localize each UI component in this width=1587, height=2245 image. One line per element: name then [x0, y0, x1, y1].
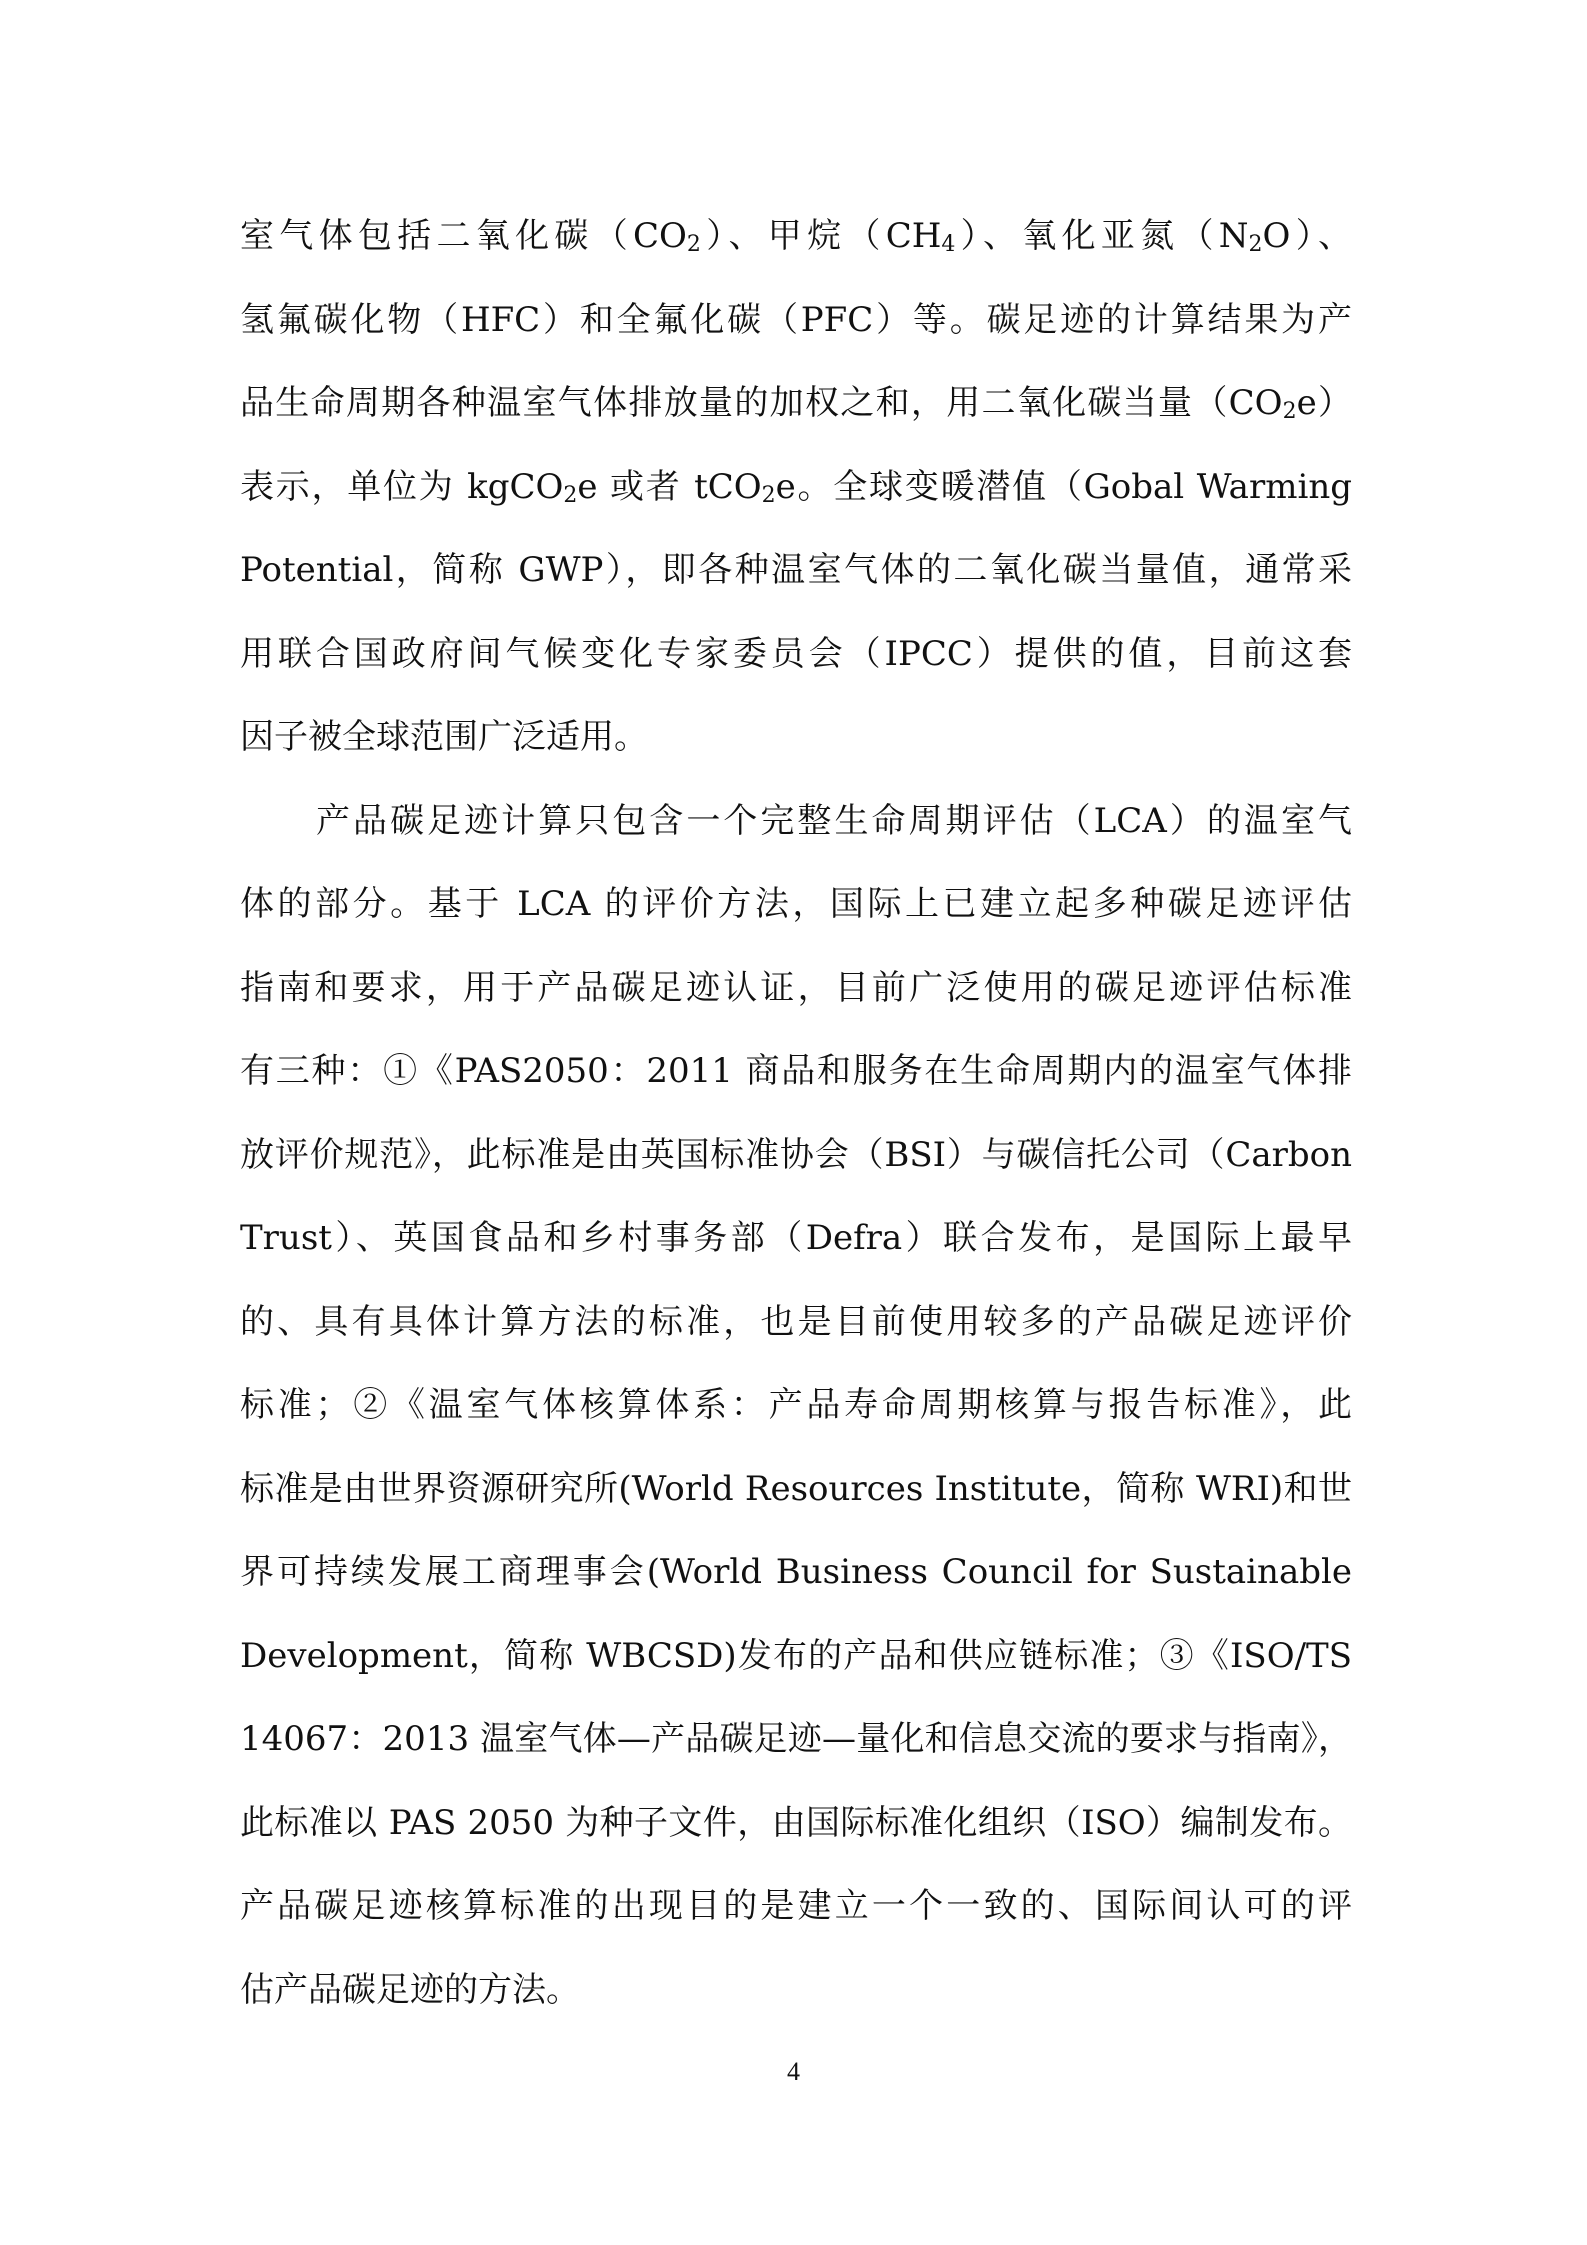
text-run: 产品碳足迹核算标准的出现目的是建立一个一致的、国际间认可的评	[240, 1886, 1352, 1926]
text-run: e）	[1296, 383, 1352, 423]
text-run: e 或者 tCO	[577, 466, 762, 507]
text-line	[240, 613, 1352, 697]
text-line	[240, 446, 1352, 530]
text-run: 因子被全球范围广泛适用。	[240, 717, 648, 757]
text-line	[240, 279, 1352, 363]
text-line	[240, 863, 1352, 947]
text-line	[240, 696, 1352, 780]
text-run: Development，简称 WBCSD)发布的产品和供应链标准；③《ISO/TS	[240, 1635, 1352, 1676]
text-run: 放评价规范》，此标准是由英国标准协会（BSI）与碳信托公司（Carbon	[240, 1134, 1352, 1175]
text-line	[240, 780, 1352, 864]
text-line	[240, 1949, 1352, 2033]
text-line	[240, 195, 1352, 279]
text-run: 14067：2013 温室气体—产品碳足迹—量化和信息交流的要求与指南》，	[240, 1719, 1352, 1759]
text-run: ）、氧化亚氮（N	[955, 216, 1249, 256]
text-run: Potential，简称 GWP），即各种温室气体的二氧化碳当量值，通常采	[240, 550, 1352, 590]
subscript: 2	[686, 232, 701, 257]
text-run: 指南和要求，用于产品碳足迹认证，目前广泛使用的碳足迹评估标准	[240, 967, 1352, 1008]
subscript: 2	[563, 482, 578, 508]
text-run: 标准；②《温室气体核算体系：产品寿命周期核算与报告标准》，此	[240, 1385, 1352, 1425]
text-run: 用联合国政府间气候变化专家委员会（IPCC）提供的值，目前这套	[240, 633, 1352, 674]
text-line	[240, 362, 1352, 446]
text-line	[240, 1114, 1352, 1198]
text-line	[240, 1281, 1352, 1365]
body-text	[240, 195, 1352, 2032]
text-run: 标准是由世界资源研究所(World Resources Institute，简称 WRI)和世	[240, 1468, 1352, 1509]
text-run: ）、甲烷（CH	[700, 216, 942, 256]
text-line	[240, 1030, 1352, 1114]
text-run: Trust）、英国食品和乡村事务部（Defra）联合发布，是国际上最早	[240, 1218, 1352, 1258]
text-line	[240, 1615, 1352, 1699]
text-line	[240, 1364, 1352, 1448]
subscript: 2	[1248, 232, 1263, 257]
text-run: 室气体包括二氧化碳（CO	[240, 216, 687, 256]
paragraph-ghg-definition	[240, 195, 1352, 780]
subscript: 2	[761, 482, 776, 508]
text-line	[240, 1865, 1352, 1949]
text-line	[240, 1448, 1352, 1532]
text-run: 表示，单位为 kgCO	[240, 466, 564, 507]
subscript: 2	[1282, 399, 1297, 424]
page-number: 4	[787, 2057, 800, 2086]
text-line	[240, 1782, 1352, 1866]
text-run: O）、	[1262, 216, 1353, 256]
text-run: e。全球变暖潜值（Gobal Warming	[775, 466, 1352, 507]
paragraph-carbon-footprint-standards	[240, 780, 1352, 2033]
text-line	[240, 1698, 1352, 1782]
text-run: 体的部分。基于 LCA 的评价方法，国际上已建立起多种碳足迹评估	[240, 884, 1352, 924]
text-line	[240, 1531, 1352, 1615]
text-run: 估产品碳足迹的方法。	[240, 1969, 580, 2010]
text-run: 界可持续发展工商理事会(World Business Council for Sustainable	[240, 1552, 1352, 1592]
text-line	[240, 1197, 1352, 1281]
text-run: 品生命周期各种温室气体排放量的加权之和，用二氧化碳当量（CO	[240, 383, 1283, 423]
text-run: 的、具有具体计算方法的标准，也是目前使用较多的产品碳足迹评价	[240, 1301, 1352, 1342]
text-run: 产品碳足迹计算只包含一个完整生命周期评估（LCA）的温室气	[316, 800, 1352, 841]
text-line	[240, 947, 1352, 1031]
text-run: 有三种：①《PAS2050：2011 商品和服务在生命周期内的温室气体排	[240, 1051, 1352, 1091]
text-line	[240, 529, 1352, 613]
subscript: 4	[941, 232, 956, 257]
text-run: 此标准以 PAS 2050 为种子文件，由国际标准化组织（ISO）编制发布。	[240, 1802, 1352, 1843]
text-run: 氢氟碳化物（HFC）和全氟化碳（PFC）等。碳足迹的计算结果为产	[240, 299, 1352, 340]
